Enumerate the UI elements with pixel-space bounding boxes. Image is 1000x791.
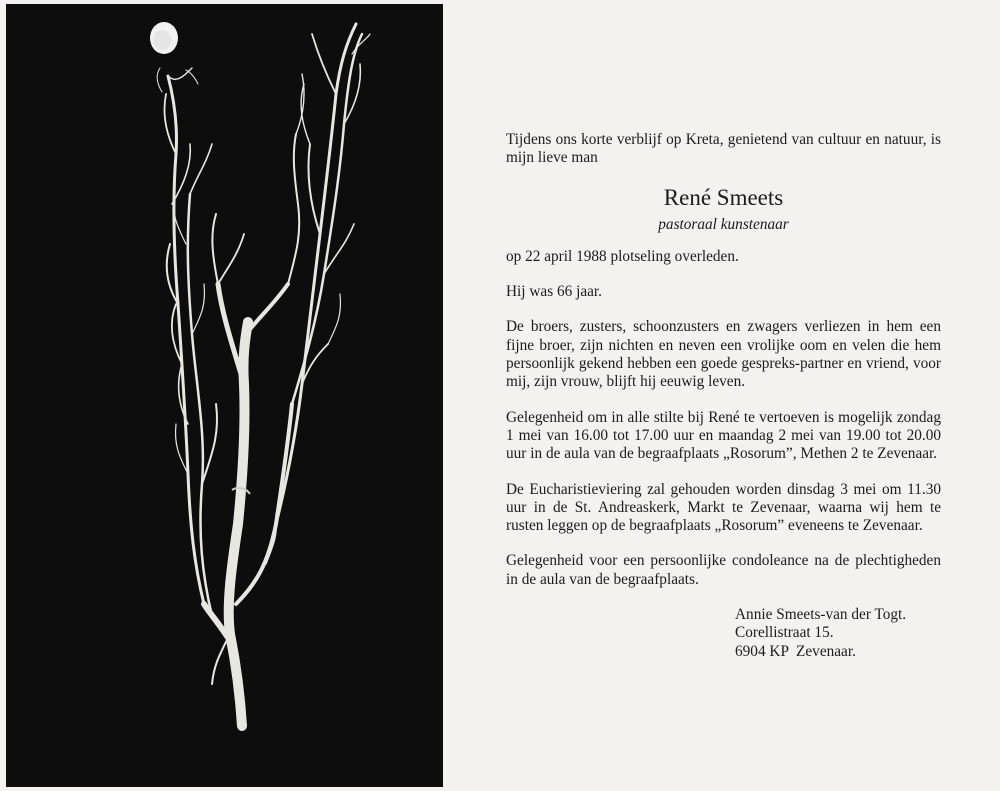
signature-city: 6904 KP Zevenaar. [735,642,856,660]
intro-paragraph: Tijdens ons korte verblijf op Kreta, genietend van cultuur en natuur, is mijn lieve man [506,131,941,167]
deceased-role: pastoraal kunstenaar [658,215,789,233]
memorial-photo [6,4,443,787]
signature-name: Annie Smeets-van der Togt. [735,606,907,624]
visitation-paragraph: Gelegenheid om in alle stilte bij René te vertoeven is mogelijk zondag 1 mei van 16.00 tot 17.00 uur en maandag 2 mei van 19.00 tot 20.00 uur in de aula van de begraafplaats „Rosorum”, Methen 2 te Zevenaar. [506,408,941,463]
announcement-text [506,131,941,661]
condolence-paragraph: Gelegenheid voor een persoonlijke condoleance na de plechtigheden in de aula van de begraafplaats. [506,552,941,588]
family-paragraph: De broers, zusters, schoonzusters en zwagers verliezen in hem een fijne broer, zijn nichten en neven een vrolijke oom en velen die hem persoonlijk gekend hebben een goede gespreks-partner en vriend, voor mij, zijn vrouw, blijft hij eeuwig leven. [506,318,941,391]
branches-illustration [6,4,443,787]
signature-street: Corellistraat 15. [735,624,834,642]
mass-paragraph: De Eucharistieviering zal gehouden worden dinsdag 3 mei om 11.30 uur in de St. Andreaskerk, Markt te Zevenaar, waarna wij hem te rusten leggen op de begraafplaats „Rosorum” eveneens te Zevenaar. [506,480,941,535]
death-line: op 22 april 1988 plotseling overleden. [506,247,739,265]
age-line: Hij was 66 jaar. [506,283,603,301]
deceased-name: René Smeets [663,184,784,210]
signature-block [735,606,941,661]
